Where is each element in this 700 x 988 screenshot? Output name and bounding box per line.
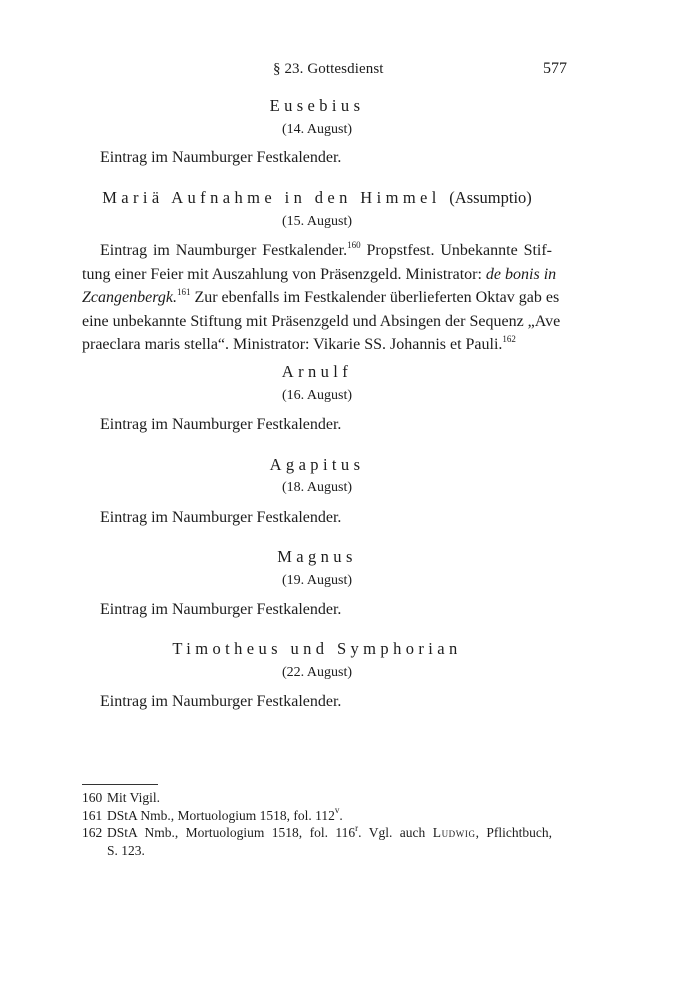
footnote-text: DStA Nmb., Mortuologium 1518, fol. 112$^v$. [107, 805, 343, 823]
section-text-eusebius [82, 146, 552, 170]
text-line: tung einer Feier mit Auszahlung von Präsenzgeld. Ministrator: de bonis in [82, 265, 557, 283]
text-line: Zcangenbergk.$^{161}$ Zur ebenfalls im Festkalender überlieferten Oktav gab es [82, 286, 560, 306]
footnote-divider [82, 784, 158, 785]
paragraph: Eintrag im Naumburger Festkalender. [100, 509, 342, 526]
section-heading-arnulf: Arnulf [281, 362, 353, 381]
section-heading-eusebius: Eusebius [269, 96, 365, 115]
text-line: praeclara maris stella“. Ministrator: Vikarie SS. Johannis et Pauli.$^{162}$ [82, 333, 516, 353]
footnote-ref: 162 [502, 333, 516, 344]
section-text-magnus [82, 598, 552, 622]
section-date-arnulf: (16. August) [282, 388, 352, 403]
footnote-number: 160 [82, 790, 103, 805]
footnote-number: 161 [82, 807, 103, 823]
page-number: 577 [543, 60, 567, 77]
section-heading-timotheus: Timotheus und Symphorian [172, 639, 462, 658]
running-head-title: § 23. Gottesdienst [273, 61, 384, 77]
author-name: Ludwig [432, 825, 476, 840]
footnote-text: DStA Nmb., Mortuologium 1518, fol. 116$^r$. Vgl. auch Ludwig, Pflichtbuch, S. 123. [107, 822, 552, 858]
section-date-magnus: (19. August) [282, 573, 352, 588]
footnote-text: Mit Vigil. [107, 790, 160, 805]
section-date-eusebius: (14. August) [282, 122, 352, 137]
section-heading-magnus: Magnus [277, 547, 357, 566]
section-date-agapitus: (18. August) [282, 480, 352, 495]
paragraph: Eintrag im Naumburger Festkalender. [100, 693, 342, 710]
section-heading-agapitus: Agapitus [269, 455, 365, 474]
footnotes [82, 789, 552, 859]
section-date-timotheus: (22. August) [282, 665, 352, 680]
section-text-timotheus [82, 690, 552, 714]
section-text-arnulf [82, 413, 552, 437]
running-head [0, 61, 700, 81]
section-text-agapitus [82, 506, 552, 530]
footnote-ref: 160 [347, 239, 361, 250]
section-text-assumptio [82, 239, 561, 357]
heading-extra: (Assumptio) [449, 188, 532, 207]
footnote-161 [82, 807, 552, 825]
heading-title: Mariä Aufnahme in den Himmel [102, 188, 441, 207]
text-line: eine unbekannte Stiftung mit Präsenzgeld und Absingen der Sequenz „Ave [82, 312, 561, 330]
footnote-ref: 161 [176, 286, 191, 297]
paragraph: Eintrag im Naumburger Festkalender. [100, 601, 342, 618]
footnote-160 [82, 789, 552, 807]
section-heading-assumptio [82, 188, 552, 208]
footnote-162 [82, 824, 552, 859]
paragraph: Eintrag im Naumburger Festkalender. [100, 149, 342, 166]
footnote-number: 162 [82, 825, 103, 840]
paragraph: Eintrag im Naumburger Festkalender. [100, 416, 342, 433]
text-line: Eintrag im Naumburger Festkalender.$^{160}$ Propstfest. Unbekannte Stif- [100, 239, 553, 259]
section-date-assumptio: (15. August) [282, 214, 352, 229]
